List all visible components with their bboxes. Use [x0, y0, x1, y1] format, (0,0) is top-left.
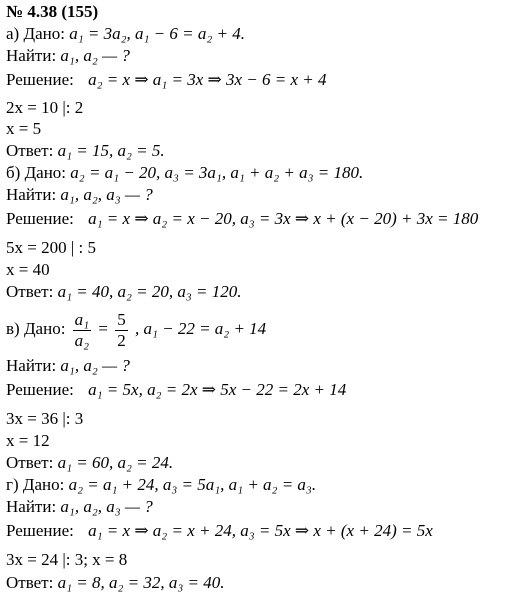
part-c-given-rest: , a₁ − 22 = a₂ + 14 — [134, 319, 267, 338]
find-label: Найти: — [6, 356, 57, 375]
part-c-answer — [6, 453, 173, 473]
solution-label: Решение: — [6, 521, 74, 540]
part-d-solution — [6, 521, 433, 541]
part-c-solution-text: a₁ = 5x, a₂ = 2x ⇒ 5x − 22 = 2x + 14 — [88, 380, 347, 399]
part-c-answer-text: a₁ = 60, a₂ = 24. — [57, 453, 174, 472]
given-label: Дано: — [23, 319, 66, 338]
part-b-step-1: 5x = 200 | : 5 — [6, 238, 96, 257]
rhs-denominator: 2 — [117, 330, 126, 350]
fraction-numerator: a₁ — [74, 309, 90, 329]
find-label: Найти: — [6, 497, 57, 516]
part-c-solution — [6, 380, 346, 400]
part-a-step-2: x = 5 — [6, 119, 42, 138]
solution-label: Решение: — [6, 70, 74, 89]
part-d-given — [6, 475, 316, 495]
part-a-letter: а) — [6, 24, 20, 43]
part-c-given — [6, 306, 266, 352]
rhs-fraction — [115, 310, 128, 351]
part-b-find — [6, 185, 153, 205]
rhs-numerator: 5 — [117, 309, 126, 329]
find-label: Найти: — [6, 46, 57, 65]
find-label: Найти: — [6, 185, 57, 204]
solution-label: Решение: — [6, 209, 74, 228]
part-a-solution — [6, 70, 327, 90]
given-label: Дано: — [24, 163, 67, 182]
fraction-equals: = — [98, 319, 108, 338]
part-b-solution-text: a₁ = x ⇒ a₂ = x − 20, a₃ = 3x ⇒ x + (x − 20) + 3x = 180 — [88, 209, 479, 228]
part-d-letter: г) — [6, 475, 19, 494]
answer-label: Ответ: — [6, 453, 54, 472]
part-c-step-2: x = 12 — [6, 431, 50, 450]
part-b-answer — [6, 282, 242, 302]
part-d-find — [6, 497, 153, 517]
part-a-find — [6, 46, 130, 66]
part-b-letter: б) — [6, 163, 21, 182]
part-d-answer-text: a₁ = 8, a₂ = 32, a₃ = 40. — [57, 573, 225, 592]
part-b-given-text: a₂ = a₁ − 20, a₃ = 3a₁, a₁ + a₂ + a₃ = 180. — [70, 163, 364, 182]
part-a-find-text: a₁, a₂ — ? — [60, 46, 130, 65]
problem-title: № 4.38 (155) — [6, 2, 99, 21]
part-b-find-text: a₁, a₂, a₃ — ? — [60, 185, 153, 204]
part-d-answer — [6, 573, 225, 593]
part-d-given-text: a₂ = a₁ + 24, a₃ = 5a₁, a₁ + a₂ = a₃. — [68, 475, 317, 494]
part-b-answer-text: a₁ = 40, a₂ = 20, a₃ = 120. — [57, 282, 242, 301]
solution-label: Решение: — [6, 380, 74, 399]
part-a-given — [6, 24, 245, 44]
part-c-find — [6, 356, 130, 376]
part-b-given — [6, 163, 363, 183]
part-a-step-1: 2x = 10 |: 2 — [6, 98, 84, 117]
given-label: Дано: — [23, 24, 65, 43]
part-c-letter: в) — [6, 319, 20, 338]
part-b-solution — [6, 209, 478, 229]
answer-label: Ответ: — [6, 141, 54, 160]
part-d-step-1: 3x = 24 |: 3; x = 8 — [6, 550, 128, 569]
part-a-solution-text: a₂ = x ⇒ a₁ = 3x ⇒ 3x − 6 = x + 4 — [88, 70, 327, 89]
part-c-step-1: 3x = 36 |: 3 — [6, 409, 84, 428]
part-a-answer — [6, 141, 165, 161]
part-b-step-2: x = 40 — [6, 260, 50, 279]
part-c-find-text: a₁, a₂ — ? — [60, 356, 130, 375]
answer-label: Ответ: — [6, 573, 54, 592]
given-label: Дано: — [22, 475, 65, 494]
part-a-given-text: a₁ = 3a₂, a₁ − 6 = a₂ + 4. — [69, 24, 245, 43]
fraction-denominator: a₂ — [74, 330, 90, 350]
part-a-answer-text: a₁ = 15, a₂ = 5. — [57, 141, 165, 160]
answer-label: Ответ: — [6, 282, 54, 301]
part-d-find-text: a₁, a₂, a₃ — ? — [60, 497, 153, 516]
ratio-fraction — [73, 310, 91, 351]
part-d-solution-text: a₁ = x ⇒ a₂ = x + 24, a₃ = 5x ⇒ x + (x + 24) = 5x — [88, 521, 433, 540]
